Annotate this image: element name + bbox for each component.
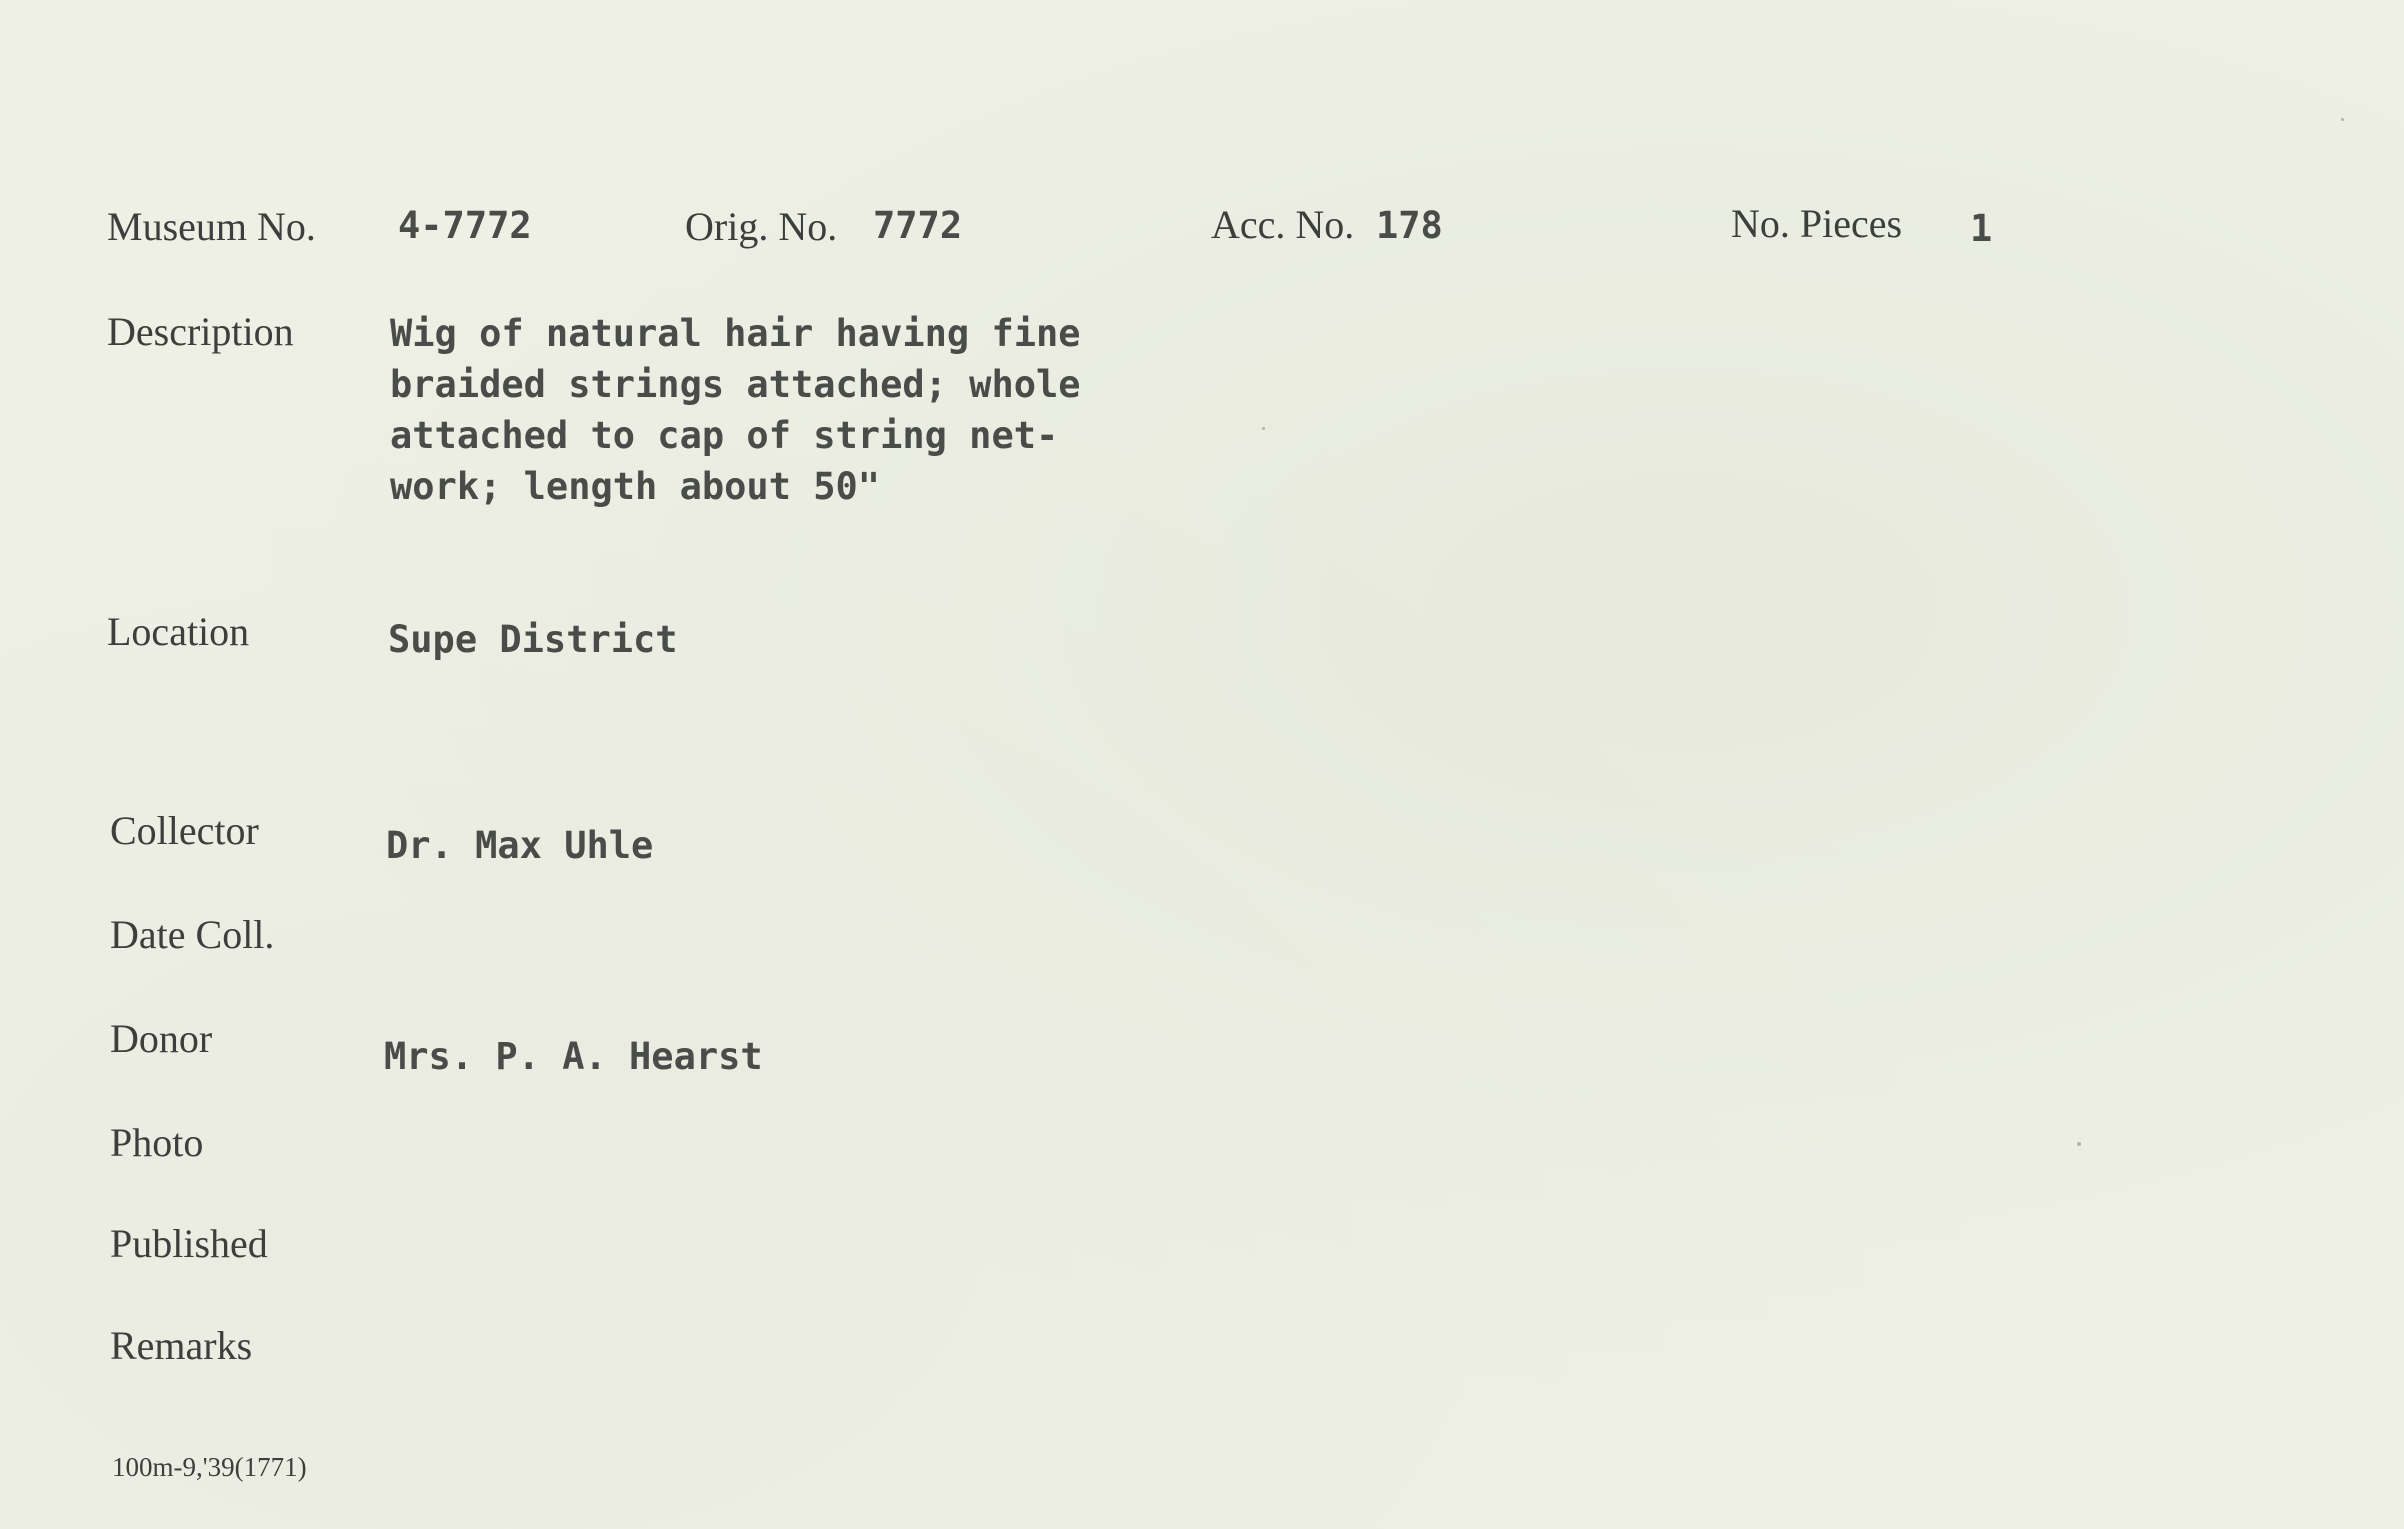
donor-label: Donor	[110, 1016, 213, 1061]
orig-no-label: Orig. No.	[685, 204, 838, 249]
published-label: Published	[110, 1221, 268, 1266]
remarks-label: Remarks	[110, 1323, 253, 1368]
description-label: Description	[107, 309, 294, 354]
location-label: Location	[107, 609, 250, 654]
paper-speck	[2077, 1142, 2081, 1146]
paper-speck	[1262, 427, 1265, 430]
acc-no-value: 178	[1376, 204, 1443, 247]
no-pieces-label: No. Pieces	[1731, 201, 1903, 246]
date-coll-label: Date Coll.	[110, 912, 275, 957]
collector-value: Dr. Max Uhle	[386, 824, 654, 867]
museum-no-label: Museum No.	[107, 204, 316, 249]
collector-label: Collector	[110, 808, 259, 853]
description-value	[390, 308, 1081, 512]
description-line: attached to cap of string net-	[390, 414, 1059, 457]
paper-speck	[2341, 118, 2344, 121]
museum-no-value: 4-7772	[398, 204, 532, 247]
photo-label: Photo	[110, 1120, 204, 1165]
no-pieces-value: 1	[1970, 207, 1993, 250]
description-line: braided strings attached; whole	[390, 363, 1081, 406]
acc-no-label: Acc. No.	[1211, 202, 1355, 247]
form-code: 100m-9,'39(1771)	[112, 1452, 307, 1482]
orig-no-value: 7772	[873, 204, 963, 247]
location-value: Supe District	[388, 618, 678, 661]
description-line: Wig of natural hair having fine	[390, 312, 1081, 355]
donor-value: Mrs. P. A. Hearst	[384, 1035, 763, 1078]
description-line: work; length about 50"	[390, 465, 881, 508]
